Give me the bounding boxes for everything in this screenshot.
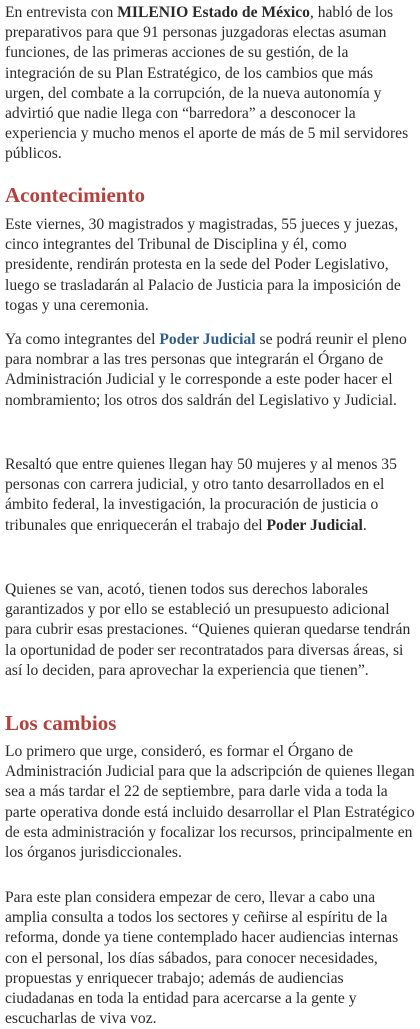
- section-heading-acontecimiento: Acontecimiento: [5, 183, 145, 207]
- paragraph-viernes: Este viernes, 30 magistrados y magistradas, 55 jueces y juezas, cinco integrantes del Tribunal de Disciplina y él, como presidente, rendirán protesta en la sede del Poder Legislativo, luego se trasladarán al Palacio de Justicia para la imposición de togas y una ceremonia.: [5, 216, 401, 314]
- paragraph-integrantes-start: Ya como integrantes del: [5, 331, 160, 348]
- publication-name: MILENIO Estado de México: [117, 4, 310, 21]
- poder-judicial-bold: Poder Judicial: [266, 516, 363, 534]
- paragraph-integrantes-rest: se podrá reunir el pleno para nombrar a las tres personas que integrarán el Órgano de Administración Judicial y le corresponde a este poder hacer el nombramiento; los otros dos saldrán del Legislativo y Judicial.: [5, 331, 407, 409]
- paragraph-resalto-end: .: [362, 516, 367, 534]
- paragraph-resalto: [5, 455, 415, 536]
- paragraph-integrantes: [5, 330, 415, 411]
- paragraph-resalto-start: Resaltó que entre quienes llegan hay 50 mujeres y al menos 35 personas con carrera judicial, y otro tanto desarrollados en el ámbito federal, la investigación, la procuración de justicia o tribunales que enriquecerán el trabajo del: [5, 456, 397, 534]
- poder-judicial-link[interactable]: Poder Judicial: [159, 331, 256, 348]
- paragraph-urge: Lo primero que urge, consideró, es formar el Órgano de Administración Judicial para que la adscripción de quienes llegan sea a más tardar el 22 de septiembre, para darle vida a toda la parte operativa donde está incluido desarrollar el Plan Estratégico de esta administración y focalizar los recursos, principalmente en los órganos jurisdiccionales.: [5, 743, 415, 862]
- intro-paragraph: [5, 3, 415, 165]
- intro-text-rest: , habló de los preparativos para que 91 personas juzgadoras electas asuman funciones, de las primeras acciones de su gestión, de la integración de su Plan Estratégico, de los cambios que más urgen, del combate a la corrupción, de la nueva autonomía y advirtió que nadie llega con “barredora” a desconocer la experiencia y mucho menos el aporte de más de 5 mil servidores públicos.: [5, 4, 409, 163]
- section-heading-cambios: Los cambios: [5, 711, 117, 735]
- intro-text-start: En entrevista con: [5, 4, 118, 21]
- paragraph-quienes: Quienes se van, acotó, tienen todos sus derechos laborales garantizados y por ello se estableció un presupuesto adicional para cubrir esas prestaciones. “Quienes quieran quedarse tendrán la oportunidad de poder ser recontratados para diversas áreas, si así lo deciden, para aprovechar la experiencia que tienen”.: [5, 581, 411, 679]
- paragraph-plan: Para este plan considera empezar de cero, llevar a cabo una amplia consulta a todos los sectores y ceñirse al espíritu de la reforma, donde ya tiene contemplado hacer audiencias internas con el personal, los días sábados, para conocer necesidades, propuestas y enriquecer trabajo; además de audiencias ciudadanas en toda la entidad para acercarse a la gente y escucharlas de viva voz.: [5, 889, 399, 1028]
